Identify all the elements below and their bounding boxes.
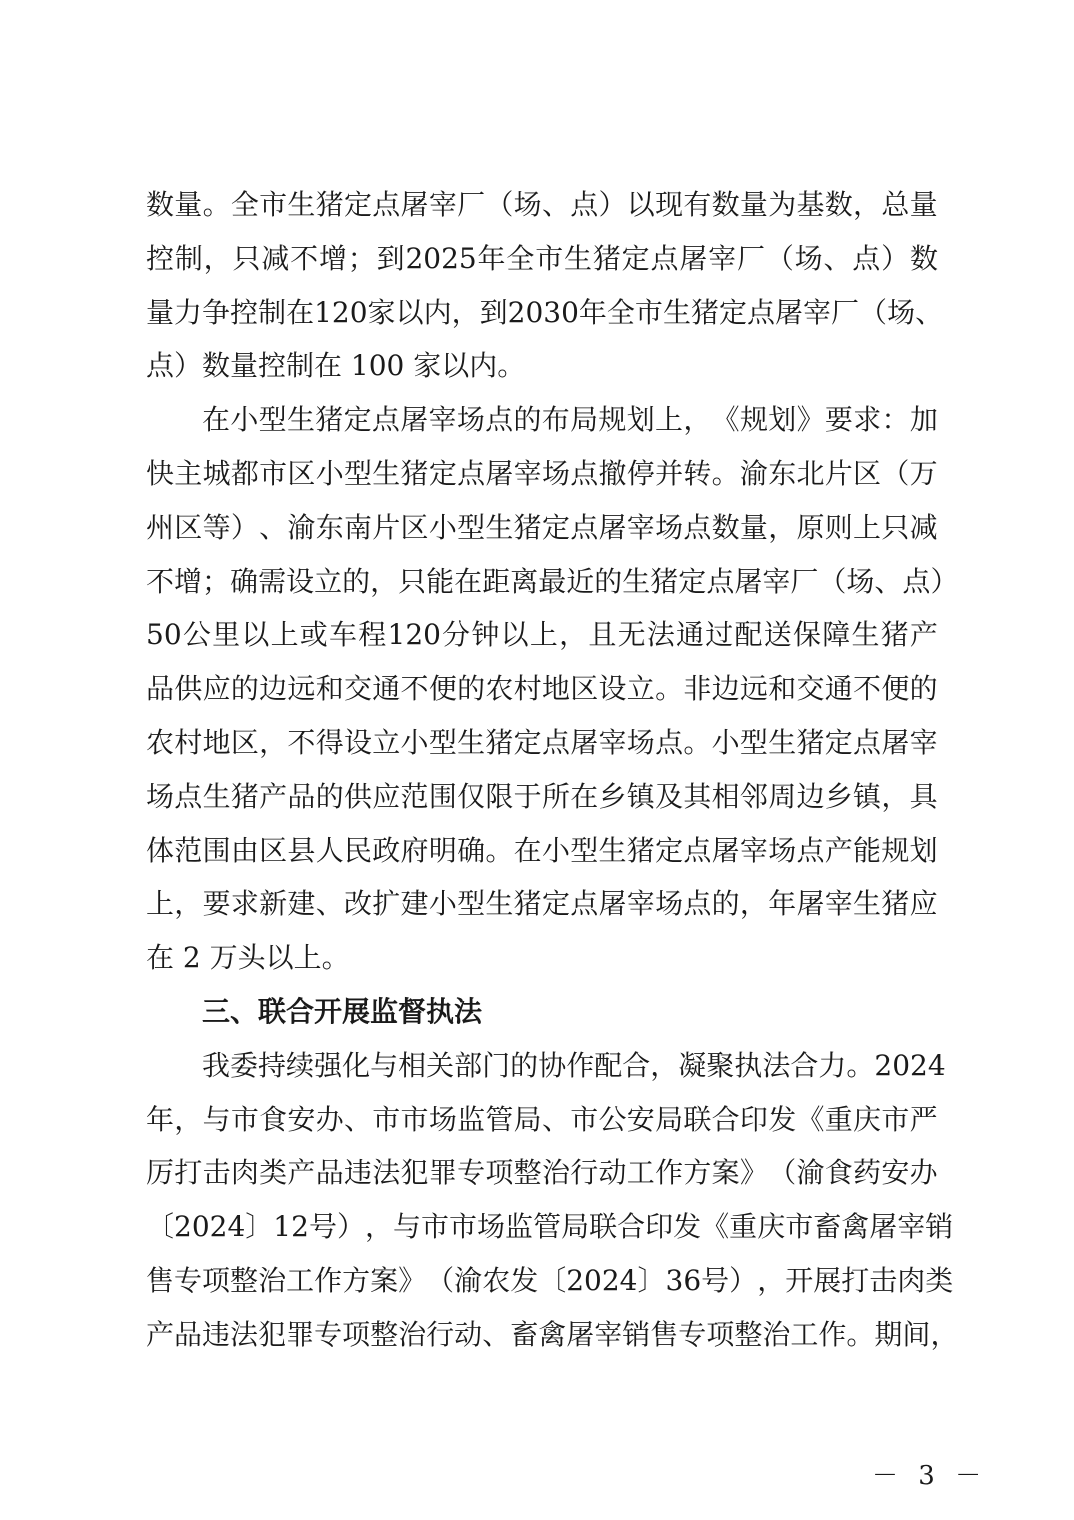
text-line: 产 品 违 法 犯 罪 专 项 整 治 行 动 、 畜 禽 屠 宰 销 售 专 项 整 治 工 作 。 期 间 ，: [146, 1317, 959, 1351]
text-line: 州 区 等 ） 、 渝 东 南 片 区 小 型 生 猪 定 点 屠 宰 场 点 数 量 ， 原 则 上 只 减: [146, 510, 938, 544]
text-line: 品 供 应 的 边 远 和 交 通 不 便 的 农 村 地 区 设 立 。 非 边 远 和 交 通 不 便 的: [146, 672, 938, 706]
text-line: 我 委 持 续 强 化 与 相 关 部 门 的 协 作 配 合 ， 凝 聚 执 法 合 力 。 2024: [202, 1048, 946, 1082]
text-line: 体 范 围 由 区 县 人 民 政 府 明 确 。 在 小 型 生 猪 定 点 屠 宰 场 点 产 能 规 划: [146, 833, 938, 867]
text-line: 〔 2024 〕 12 号 ） ， 与 市 市 场 监 管 局 联 合 印 发 《 重 庆 市 畜 禽 屠 宰 销: [146, 1210, 954, 1244]
page-number: － 3 －: [872, 1461, 988, 1491]
text-line: 厉 打 击 肉 类 产 品 违 法 犯 罪 专 项 整 治 行 动 工 作 方 案 》 （ 渝 食 药 安 办: [146, 1156, 938, 1190]
section-heading: 三、联合开展监督执法: [202, 995, 483, 1028]
text-line: 点）数量控制在 100 家以内。: [146, 349, 526, 383]
text-line: 在 小 型 生 猪 定 点 屠 宰 场 点 的 布 局 规 划 上 ， 《 规 划 》 要 求 ： 加: [202, 403, 938, 437]
text-line: 在 2 万头以上。: [146, 941, 350, 975]
text-line: 不 增 ； 确 需 设 立 的 ， 只 能 在 距 离 最 近 的 生 猪 定 点 屠 宰 厂 （ 场 、 点 ）: [146, 564, 959, 598]
text-line: 上 ， 要 求 新 建 、 改 扩 建 小 型 生 猪 定 点 屠 宰 场 点 的 ， 年 屠 宰 生 猪 应: [146, 887, 938, 921]
text-line: 数 量 。 全 市 生 猪 定 点 屠 宰 厂 （ 场 、 点 ） 以 现 有 数 量 为 基 数 ， 总 量: [146, 188, 938, 221]
text-line: 场 点 生 猪 产 品 的 供 应 范 围 仅 限 于 所 在 乡 镇 及 其 相 邻 周 边 乡 镇 ， 具: [146, 779, 938, 813]
text-line: 农 村 地 区 ， 不 得 设 立 小 型 生 猪 定 点 屠 宰 场 点 。 小 型 生 猪 定 点 屠 宰: [146, 726, 938, 759]
text-line: 年 ， 与 市 食 安 办 、 市 市 场 监 管 局 、 市 公 安 局 联 合 印 发 《 重 庆 市 严: [146, 1102, 938, 1136]
text-line: 售 专 项 整 治 工 作 方 案 》 （ 渝 农 发 〔 2024 〕 36 号 ） ， 开 展 打 击 肉 类: [146, 1264, 954, 1297]
text-line: 50 公 里 以 上 或 车 程 120 分 钟 以 上 ， 且 无 法 通 过 配 送 保 障 生 猪 产: [146, 618, 938, 652]
text-line: 量 力 争 控 制 在 120 家 以 内 ， 到 2030 年 全 市 生 猪 定 点 屠 宰 厂 （ 场 、: [146, 295, 944, 329]
text-line: 控 制 ， 只 减 不 增 ； 到 2025 年 全 市 生 猪 定 点 屠 宰 厂 （ 场 、 点 ） 数: [146, 241, 938, 275]
text-line: 快 主 城 都 市 区 小 型 生 猪 定 点 屠 宰 场 点 撤 停 并 转 。 渝 东 北 片 区 （ 万: [146, 457, 938, 490]
